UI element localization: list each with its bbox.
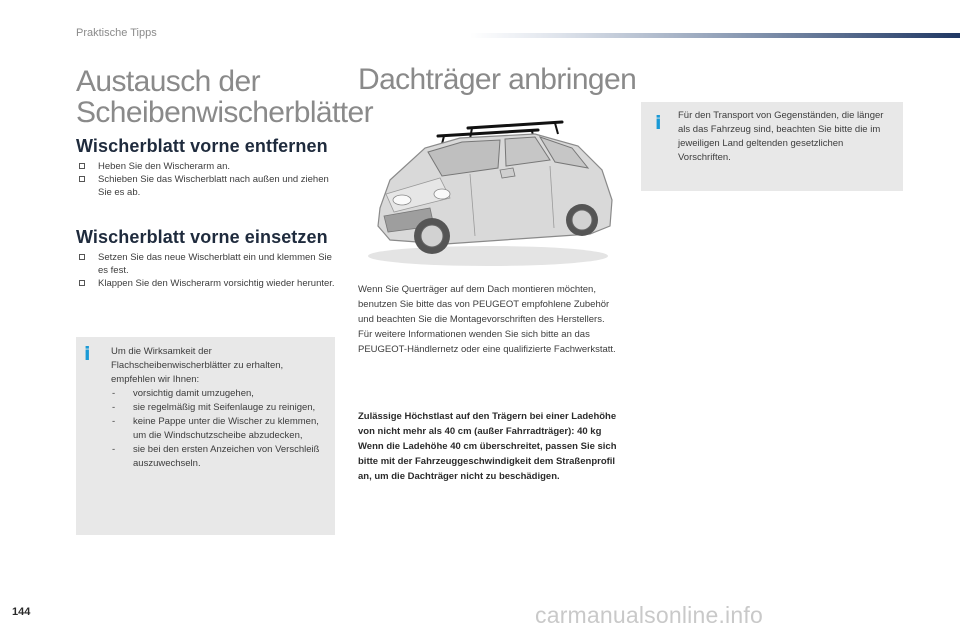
step-text: Heben Sie den Wischerarm an.	[98, 161, 231, 172]
car-roof-rack-illustration	[350, 108, 620, 268]
watermark: carmanualsonline.info	[535, 602, 763, 628]
step-text: Setzen Sie das neue Wischerblatt ein und klemmen Sie es fest.	[98, 252, 332, 276]
info-item-text: sie bei den ersten Anzeichen von Verschleiß auszuwechseln.	[133, 444, 320, 469]
list-item	[111, 415, 326, 443]
dash-bullet: -	[112, 444, 116, 455]
info-box-wiper-care	[76, 337, 335, 535]
page-title-roof-rack: Dachträger anbringen	[358, 63, 637, 96]
info-item-text: sie regelmäßig mit Seifenlauge zu reinigen,	[133, 402, 316, 413]
list-item	[111, 387, 326, 401]
section-label: Praktische Tipps	[76, 27, 157, 39]
dash-bullet: -	[112, 402, 116, 413]
list-item	[76, 251, 338, 277]
list-item	[76, 173, 338, 199]
page-title-wiper: Austausch der Scheibenwischerblätter	[76, 65, 373, 129]
list-item	[76, 277, 338, 290]
info-box-long-loads	[641, 102, 903, 191]
checkbox-bullet-icon	[79, 254, 85, 260]
checkbox-bullet-icon	[79, 176, 85, 182]
checkbox-bullet-icon	[79, 280, 85, 286]
header-bar	[470, 33, 960, 38]
info-intro: Um die Wirksamkeit der Flachscheibenwischerblätter zu erhalten, empfehlen wir Ihnen:	[111, 346, 284, 385]
heading-insert-wiper: Wischerblatt vorne einsetzen	[76, 227, 328, 247]
checkbox-bullet-icon	[79, 163, 85, 169]
info-icon: i	[655, 112, 662, 134]
warning-speed: Wenn die Ladehöhe 40 cm überschreitet, passen Sie sich bitte mit der Fahrzeuggeschwindigkeit dem Straßenprofil an, um die Dachträger nicht zu beschädigen.	[358, 441, 617, 482]
step-text: Schieben Sie das Wischerblatt nach außen und ziehen Sie es ab.	[98, 174, 329, 198]
list-item	[76, 160, 338, 173]
list-item	[111, 401, 326, 415]
paragraph: Für weitere Informationen wenden Sie sich bitte an das PEUGEOT-Händlernetz oder eine qualifizierte Fachwerkstatt.	[358, 329, 616, 355]
insert-steps-list	[76, 251, 338, 290]
remove-steps-list	[76, 160, 338, 199]
warning-max-load: Zulässige Höchstlast auf den Trägern bei einer Ladehöhe von nicht mehr als 40 cm (außer Fahrradträger): 40 kg	[358, 411, 617, 437]
heading-remove-wiper: Wischerblatt vorne entfernen	[76, 136, 328, 156]
info-icon: i	[84, 343, 91, 365]
roof-rack-description	[358, 282, 620, 357]
dash-bullet: -	[112, 388, 116, 399]
page-number: 144	[12, 606, 31, 618]
paragraph: Wenn Sie Querträger auf dem Dach montieren möchten, benutzen Sie bitte das von PEUGEOT empfohlene Zubehör und beachten Sie die Montagevorschriften des Herstellers.	[358, 284, 610, 325]
load-warning	[358, 409, 620, 484]
info-item-text: keine Pappe unter die Wischer zu klemmen, um die Windschutzscheibe abzudecken,	[133, 416, 319, 441]
step-text: Klappen Sie den Wischerarm vorsichtig wieder herunter.	[98, 278, 335, 289]
info-item-text: vorsichtig damit umzugehen,	[133, 388, 254, 399]
info-text: Für den Transport von Gegenständen, die länger als das Fahrzeug sind, beachten Sie bitte die im jeweiligen Land geltenden gesetzlichen Vorschriften.	[678, 110, 884, 163]
list-item	[111, 443, 326, 471]
info-text	[111, 345, 326, 471]
dash-bullet: -	[112, 416, 116, 427]
